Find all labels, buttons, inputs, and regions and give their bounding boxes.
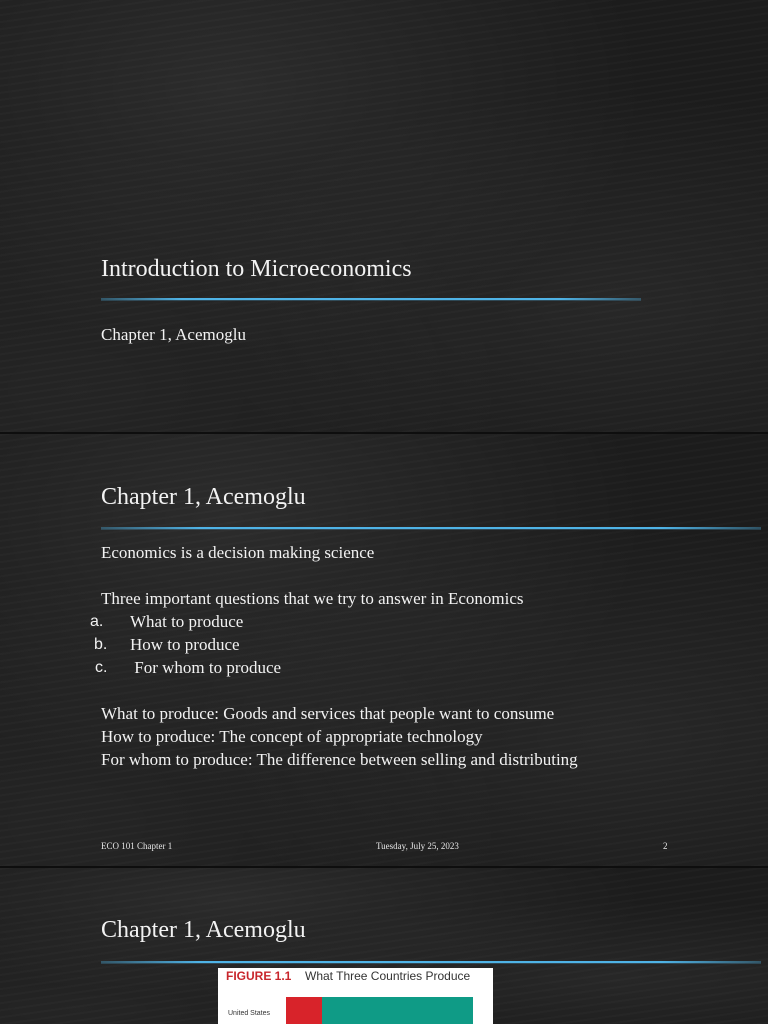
- footer-page-number: 2: [663, 841, 668, 851]
- list-item-how: How to produce: [130, 635, 240, 654]
- slide-1[interactable]: [0, 0, 768, 432]
- lead-text: Three important questions that we try to answer in Economics: [101, 589, 524, 608]
- explanation-how: How to produce: The concept of appropriate technology: [101, 727, 483, 746]
- slide-2[interactable]: [0, 434, 768, 866]
- footer-course: ECO 101 Chapter 1: [101, 841, 173, 851]
- list-marker-b: b.: [94, 636, 108, 653]
- explanation-what: What to produce: Goods and services that people want to consume: [101, 704, 555, 723]
- figure-image: [218, 968, 493, 1024]
- list-item-what: What to produce: [130, 612, 244, 631]
- slide-title: Introduction to Microeconomics: [101, 256, 412, 282]
- figure-row-label: United States: [228, 1010, 271, 1017]
- slide-title: Chapter 1, Acemoglu: [101, 484, 306, 510]
- list-marker-a: a.: [90, 613, 104, 630]
- title-underline: [101, 961, 761, 963]
- slide-3[interactable]: [0, 868, 768, 1024]
- title-underline: [101, 298, 641, 300]
- intro-text: Economics is a decision making science: [101, 543, 375, 562]
- slide-title: Chapter 1, Acemoglu: [101, 917, 306, 943]
- slide-subtitle: Chapter 1, Acemoglu: [101, 325, 246, 344]
- list-item-for-whom: For whom to produce: [130, 658, 282, 677]
- list-marker-c: c.: [95, 659, 108, 676]
- title-underline: [101, 527, 761, 529]
- explanation-for-whom: For whom to produce: The difference between selling and distributing: [101, 750, 578, 769]
- figure-bar-segment-1: [286, 997, 322, 1024]
- footer-date: Tuesday, July 25, 2023: [376, 841, 459, 851]
- figure-bar-segment-2: [322, 997, 473, 1024]
- figure-title: What Three Countries Produce: [305, 969, 471, 983]
- figure-label: FIGURE 1.1: [226, 969, 292, 983]
